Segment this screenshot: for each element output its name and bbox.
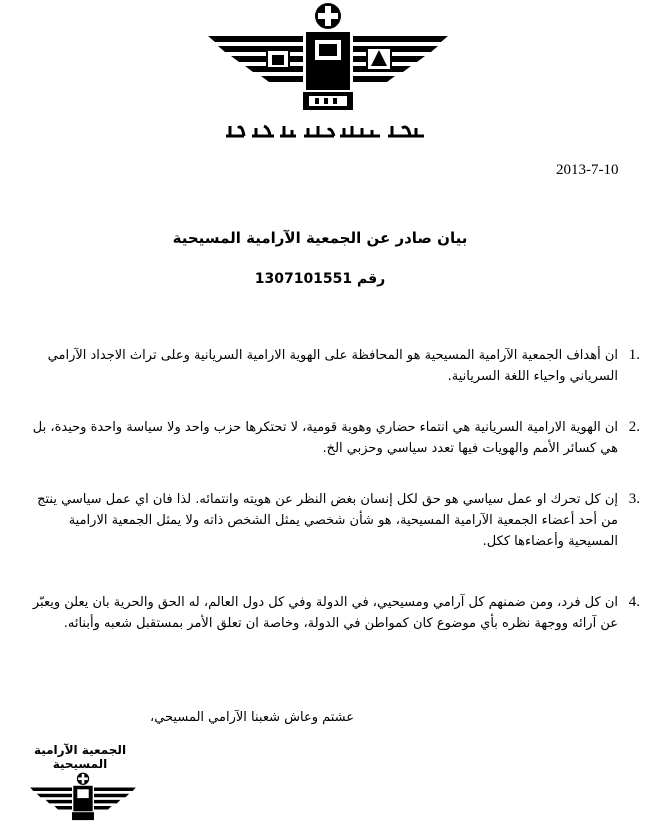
document-date: 2013-7-10	[556, 162, 619, 178]
statement-paragraph	[22, 417, 640, 459]
statement-title: بيان صادر عن الجمعية الآرامية المسيحية	[172, 229, 468, 247]
winged-cross-emblem-icon	[203, 0, 453, 115]
paragraph-text: ان الهوية الارامية السريانية هي انتماء حضاري وهوية قومية، لا تحتكرها حزب واحد ولا سياسة واحدة وحيدة، بل هي كسائر الأمم والهويات فيها تعدد سياسي وحزبي الخ.	[32, 420, 618, 456]
paragraph-number: 1.	[628, 347, 640, 363]
paragraph-number: 4.	[628, 594, 640, 610]
statement-paragraph	[22, 592, 640, 634]
closing-text: عشتم وعاش شعبنا الآرامي المسيحي،	[150, 710, 355, 725]
signature-name: الجمعية الآرامية المسيحية	[33, 743, 127, 771]
statement-paragraph	[22, 489, 640, 552]
paragraph-text: ان أهداف الجمعية الآرامية المسيحية هو المحافظة على الهوية الارامية السريانية وعلى تراث الاجداد الآرامي السرياني واحياء اللغة السريانية.	[47, 348, 618, 384]
reference-number: رقم 1307101551	[254, 271, 386, 287]
paragraph-text: ان كل فرد، ومن ضمنهم كل آرامي ومسيحيي، في الدولة وفي كل دول العالم، له الحق والحرية بان يعلن ويعبّر عن آرائه ووجهة نظره بأي موضوع كان كمواطن في الدولة، وخاصة ان تعلق الأمر بمستقبل شعبه وأبنائه.	[32, 595, 618, 631]
paragraph-text: إن كل تحرك او عمل سياسي هو حق لكل إنسان بغض النظر عن هويته وانتمائه. لذا فان اي عمل سياسي ينتج من أحد أعضاء الجمعية الآرامية المسيحية، هو شأن شخصي يمثل الشخص ذاته ولا يمثل الجمعية الارامية المسيحية وأعضاءها ككل.	[37, 492, 618, 549]
closing-line	[150, 710, 446, 725]
syriac-script-logo-text	[222, 118, 430, 144]
paragraph-number: 2.	[628, 419, 640, 435]
winged-cross-emblem-icon	[28, 766, 138, 828]
statement-paragraph	[22, 345, 640, 387]
paragraph-number: 3.	[628, 491, 640, 507]
